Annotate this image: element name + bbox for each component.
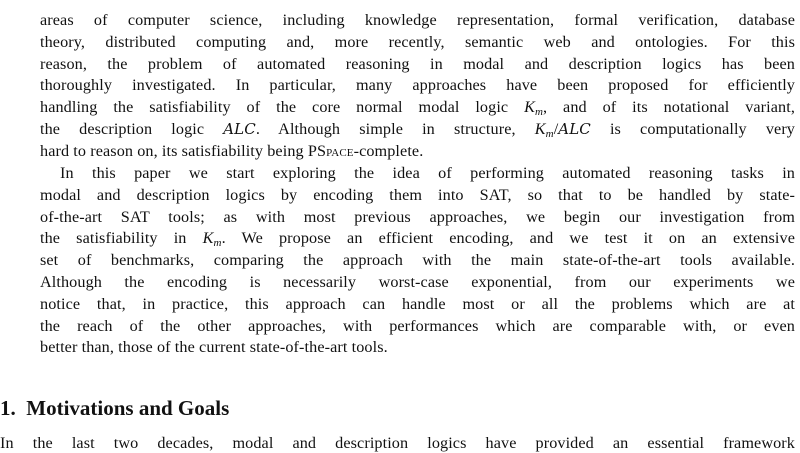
text-segment: notice that, in practice, this approach can handle most or all the problems which are at	[40, 294, 795, 313]
text-line	[0, 433, 795, 453]
text-line	[40, 337, 388, 357]
text-segment: better than, those of the current state-of-the-art tools.	[40, 338, 388, 357]
text-line	[40, 141, 423, 161]
math-symbol	[202, 229, 222, 250]
text-segment: thoroughly investigated. In particular, many approaches have been proposed for efficiently	[40, 76, 795, 95]
section-number: 1.	[0, 396, 16, 420]
text-line	[60, 163, 795, 183]
math-symbol: ALC	[558, 120, 591, 138]
math-base: K	[524, 98, 535, 117]
text-segment: Although the encoding is necessarily worst-case exponential, from our experiments we	[40, 273, 795, 291]
text-line	[40, 272, 795, 292]
math-subscript: m	[534, 106, 544, 119]
math-subscript: m	[545, 128, 554, 140]
math-subscript: m	[213, 237, 222, 250]
text-segment: is computationally very	[590, 120, 795, 138]
text-segment: theory, distributed computing and, more recently, semantic web and ontologies. For this	[40, 32, 795, 51]
text-line	[40, 250, 795, 270]
text-segment: . We propose an efficient encoding, and we test it on an extensive	[221, 229, 795, 248]
text-segment: handling the satisfiability of the core normal modal logic	[40, 98, 525, 117]
text-line	[40, 54, 795, 74]
text-segment: modal and description logics by encoding them into SAT, so that to be handled by state-	[40, 185, 795, 204]
text-segment: hard to reason on, its satisfiability being	[40, 141, 308, 160]
text-segment: reason, the problem of automated reasoning in modal and description logics has been	[40, 54, 795, 73]
math-symbol	[535, 120, 554, 138]
section-heading	[0, 396, 229, 421]
text-segment: the description logic	[40, 120, 224, 138]
text-segment: In the last two decades, modal and description logics have provided an essential framework	[0, 434, 795, 452]
section-title: Motivations and Goals	[26, 396, 230, 420]
text-line	[40, 10, 795, 30]
text-line	[40, 294, 795, 314]
text-segment: of-the-art SAT tools; as with most previous approaches, we begin our investigation from	[40, 207, 795, 226]
text-line	[40, 119, 795, 139]
text-segment: areas of computer science, including knowledge representation, formal verification, database	[40, 11, 795, 29]
text-line	[40, 316, 795, 336]
text-line	[40, 228, 795, 248]
text-line	[40, 97, 795, 117]
text-line	[40, 207, 795, 227]
text-segment: , and of its notational variant,	[543, 98, 795, 117]
math-symbol	[524, 98, 544, 119]
text-line	[40, 185, 795, 205]
complexity-class: PSpace	[307, 141, 354, 160]
math-base: K	[202, 229, 214, 248]
text-segment: In this paper we start exploring the idea of performing automated reasoning tasks in	[60, 164, 795, 182]
text-segment: /	[553, 120, 559, 138]
math-base: K	[534, 120, 546, 138]
text-segment: the satisfiability in	[40, 229, 203, 248]
text-segment: set of benchmarks, comparing the approach with the main state-of-the-art tools available.	[40, 251, 795, 270]
text-segment: the reach of the other approaches, with performances which are comparable with, or even	[40, 316, 795, 335]
text-line	[40, 32, 795, 52]
math-symbol: ALC	[223, 120, 256, 138]
text-segment: -complete.	[353, 141, 424, 160]
text-line	[40, 75, 795, 95]
text-segment: . Although simple in structure,	[255, 120, 535, 138]
